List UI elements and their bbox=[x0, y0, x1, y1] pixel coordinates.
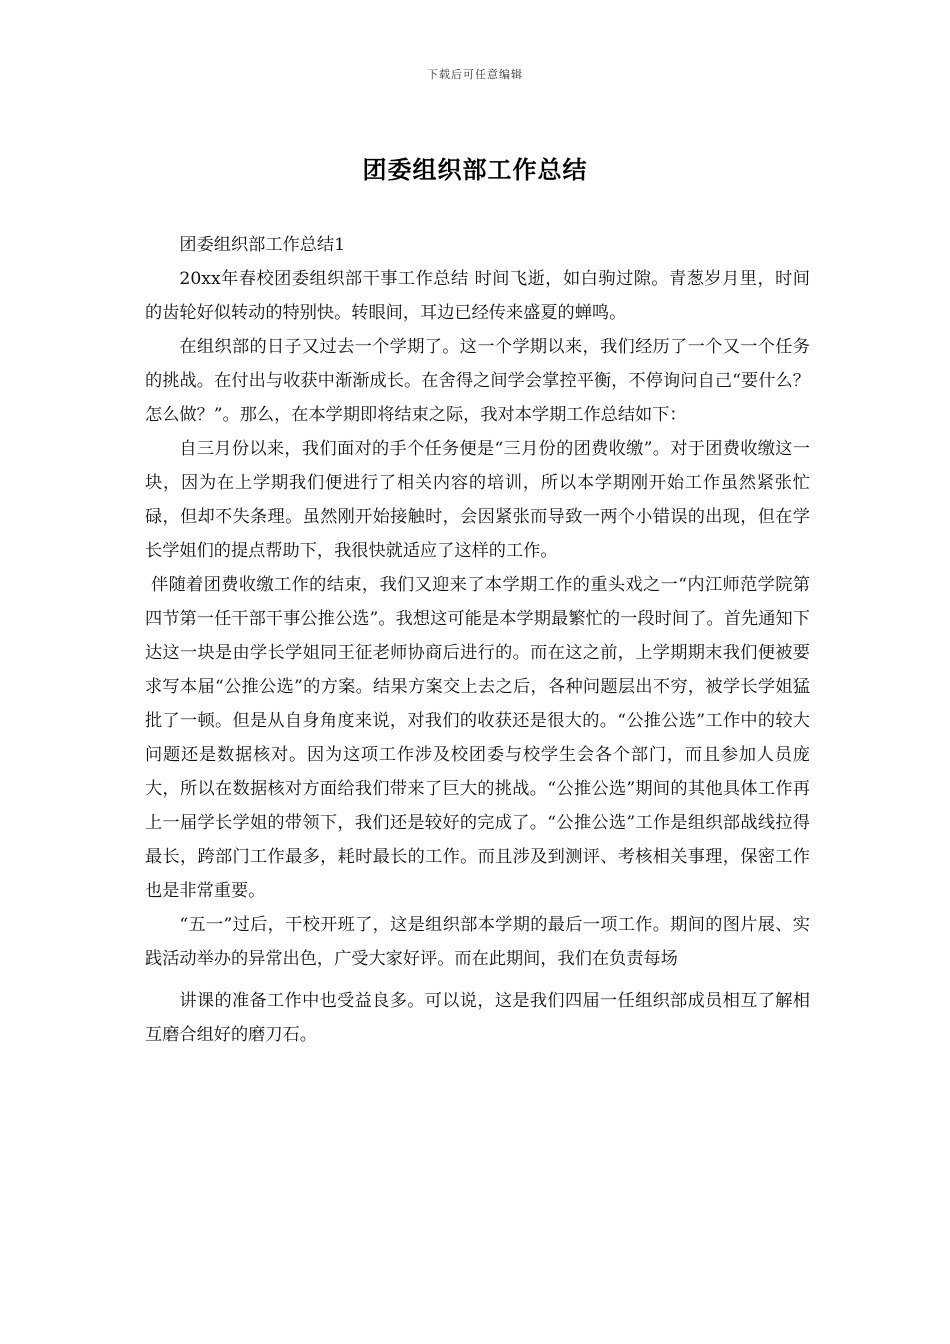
section-heading: 团委组织部工作总结1 bbox=[179, 235, 346, 255]
paragraph: 讲课的准备工作中也受益良多。可以说，这是我们四届一任组织部成员相互了解相互磨合组好的磨刀石。 bbox=[145, 991, 810, 1045]
document-body bbox=[145, 228, 810, 1052]
header-note: 下载后可任意编辑 bbox=[427, 68, 523, 81]
paragraph: 20xx年春校团委组织部干事工作总结 时间飞逝，如白驹过隙。青葱岁月里，时间的齿轮好似转动的特别快。转眼间，耳边已经传来盛夏的蝉鸣。 bbox=[145, 269, 810, 323]
paragraph: 在组织部的日子又过去一个学期了。这一个学期以来，我们经历了一个又一个任务的挑战。在付出与收获中渐渐成长。在舍得之间学会掌控平衡，不停询问自己“要什么？怎么做？”。那么，在本学期即将结束之际，我对本学期工作总结如下： bbox=[145, 337, 810, 425]
paragraph: 伴随着团费收缴工作的结束，我们又迎来了本学期工作的重头戏之一“内江师范学院第四节第一任干部干事公推公选”。我想这可能是本学期最繁忙的一段时间了。首先通知下达这一块是由学长学姐同王征老师协商后进行的。而在这之前，上学期期末我们便被要求写本届“公推公选”的方案。结果方案交上去之后，各种问题层出不穷，被学长学姐猛批了一顿。但是从自身角度来说，对我们的收获还是很大的。“公推公选”工作中的较大问题还是数据核对。因为这项工作涉及校团委与校学生会各个部门，而且参加人员庞大，所以在数据核对方面给我们带来了巨大的挑战。“公推公选”期间的其他具体工作再上一届学长学姐的带领下，我们还是较好的完成了。“公推公选”工作是组织部战线拉得最长，跨部门工作最多，耗时最长的工作。而且涉及到测评、考核相关事理，保密工作也是非常重要。 bbox=[145, 575, 810, 901]
paragraph: 自三月份以来，我们面对的手个任务便是“三月份的团费收缴”。对于团费收缴这一块，因为在上学期我们便进行了相关内容的培训，所以本学期刚开始工作虽然紧张忙碌，但却不失条理。虽然刚开始接触时，会因紧张而导致一两个小错误的出现，但在学长学姐们的提点帮助下，我很快就适应了这样的工作。 bbox=[145, 439, 810, 561]
document-title: 团委组织部工作总结 bbox=[362, 155, 588, 184]
paragraph: “五一”过后，干校开班了，这是组织部本学期的最后一项工作。期间的图片展、实践活动举办的异常出色，广受大家好评。而在此期间，我们在负责每场 bbox=[145, 915, 810, 969]
